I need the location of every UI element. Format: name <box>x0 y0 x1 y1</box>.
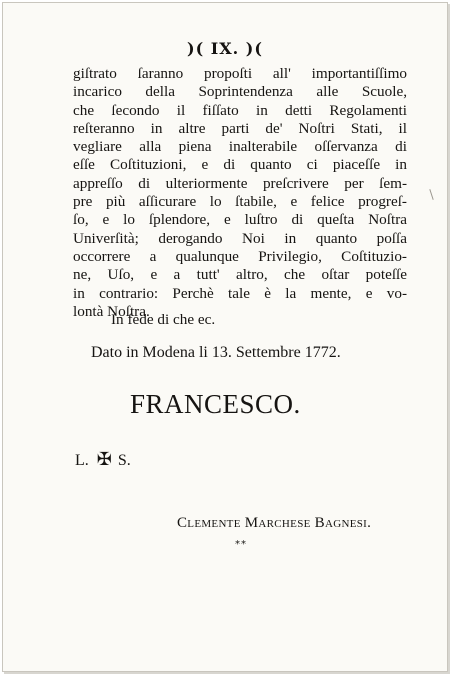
body-line: incarico della Soprintendenza alle Scuole, <box>73 83 407 101</box>
signature-mark: ** <box>235 539 247 550</box>
sovereign-signature: FRANCESCO. <box>130 389 301 419</box>
page-number: )( IX. )( <box>187 39 263 58</box>
body-line: vegliare alla piena inalterabile oſſervanza di <box>73 138 407 156</box>
body-text <box>73 65 407 321</box>
body-line: ne, Uſo, e a tutt' altro, che oſtar poteſſe <box>73 266 407 284</box>
body-line: appreſſo di ulteriormente preſcrivere per ſem- <box>73 174 407 192</box>
body-line: giſtrato ſaranno propoſti all' importantiſſimo <box>73 65 407 82</box>
closing-formula: In fede di che ec. <box>111 311 216 328</box>
body-line: ſo, e lo ſplendore, e luſtro di queſta Noſtra <box>73 211 407 229</box>
ink-mark <box>429 189 433 200</box>
countersignature: Clemente Marchese Bagnesi. <box>177 515 372 531</box>
seal-line <box>75 449 131 470</box>
body-line: occorrere a qualunque Privilegio, Coſtituzio- <box>73 247 407 265</box>
body-line: Univerſità; derogando Noi in quanto poſſa <box>73 229 407 247</box>
body-line: in contrario: Perchè tale è la mente, e vo- <box>73 284 407 302</box>
body-line: reſteranno in altre parti de' Noſtri Stati, il <box>73 119 407 137</box>
body-line: che ſecondo il fiſſato in detti Regolamenti <box>73 101 407 119</box>
body-line: lontà Noſtra. <box>73 302 150 320</box>
date-line: Dato in Modena li 13. Settembre 1772. <box>91 344 341 361</box>
seal-left: L. <box>75 452 89 469</box>
seal-right: S. <box>117 452 131 469</box>
body-line: eſſe Coſtituzioni, e di quanto ci piaceſſe in <box>73 156 407 174</box>
cross-icon: ✠ <box>96 449 112 469</box>
body-line: pre più aſſicurare lo ſtabile, e felice progreſ- <box>73 193 407 211</box>
document-page <box>2 2 448 672</box>
